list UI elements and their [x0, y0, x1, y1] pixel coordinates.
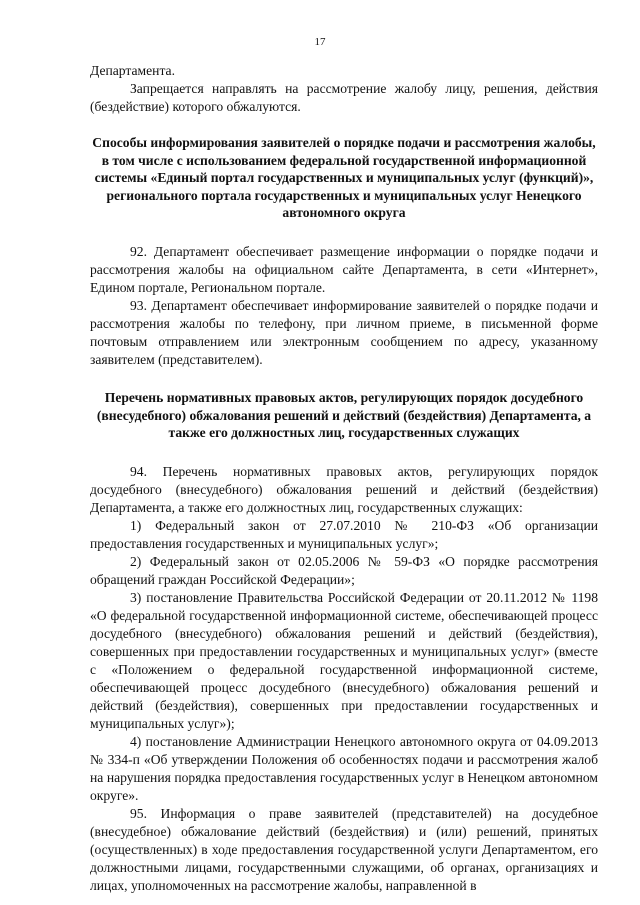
paragraph-prohibition: Запрещается направлять на рассмотрение жалобу лицу, решения, действия (бездействие) которого обжалуются.: [90, 81, 598, 114]
list-item-1: 1) Федеральный закон от 27.07.2010 № 210-ФЗ «Об организации предоставления государственных и муниципальных услуг»;: [90, 517, 598, 551]
section-heading-legal-acts: Перечень нормативных правовых актов, регулирующих порядок досудебного (внесудебного) обжалования решений и действий (бездействия) Департамента, а также его должностных лиц, государственных служащих: [96, 389, 592, 441]
paragraph-94: 94. Перечень нормативных правовых актов, регулирующих порядок досудебного (внесудебного) обжалования решений и действий (бездействия) Департамента, а также его должностных лиц, государственных служащих:: [90, 463, 598, 515]
section-heading-informing: Способы информирования заявителей о порядке подачи и рассмотрения жалобы, в том числе с использованием федеральной государственной информационной системы «Единый портал государственных и муниципальных услуг (функций)», регионального портала государственных и муниципальных услуг Ненецкого автономного округа: [92, 135, 596, 221]
list-item-4: 4) постановление Администрации Ненецкого автономного округа от 04.09.2013 № 334-п «Об утверждении Положения об особенностях подачи и рассмотрения жалоб на нарушения порядка предоставления государственных услуг в Ненецком автономном округе».: [90, 733, 598, 803]
list-item-3: 3) постановление Правительства Российской Федерации от 20.11.2012 № 1198 «О федеральной государственной информационной системе, обеспечивающей процесс досудебного (внесудебного) обжалования решений и действий (бездействия), совершенных при предоставлении государственных и муниципальных услуг» (вместе с «Положением о федеральной государственной информационной системе, обеспечивающей процесс досудебного (внесудебного) обжалования решений и действий (бездействия), совершенных при предоставлении государственных и муниципальных услуг»);: [90, 589, 598, 731]
paragraph-95: 95. Информация о праве заявителей (представителей) на досудебное (внесудебное) обжалование действий (бездействия) и (или) решений, принятых (осуществленных) в ходе предоставления государственной услуги Департаментом, его должностными лицами, государственными служащими, об органах, организациях и лицах, уполномоченных на рассмотрение жалобы, направленной в: [90, 805, 598, 893]
list-item-2: 2) Федеральный закон от 02.05.2006 № 59-ФЗ «О порядке рассмотрения обращений граждан Российской Федерации»;: [90, 553, 598, 587]
page-number: 17: [314, 36, 326, 48]
paragraph-93: 93. Департамент обеспечивает информирование заявителей о порядке подачи и рассмотрения жалобы по телефону, при личном приеме, в письменной форме почтовым отправлением или электронным сообщением по адресу, указанному заявителем (представителем).: [90, 297, 598, 367]
document-body: [90, 62, 598, 895]
paragraph-92: 92. Департамент обеспечивает размещение информации о порядке подачи и рассмотрения жалобы на официальном сайте Департамента, в сети «Интернет», Едином портале, Региональном портале.: [90, 243, 598, 295]
paragraph-continuation: Департамента.: [90, 63, 175, 78]
